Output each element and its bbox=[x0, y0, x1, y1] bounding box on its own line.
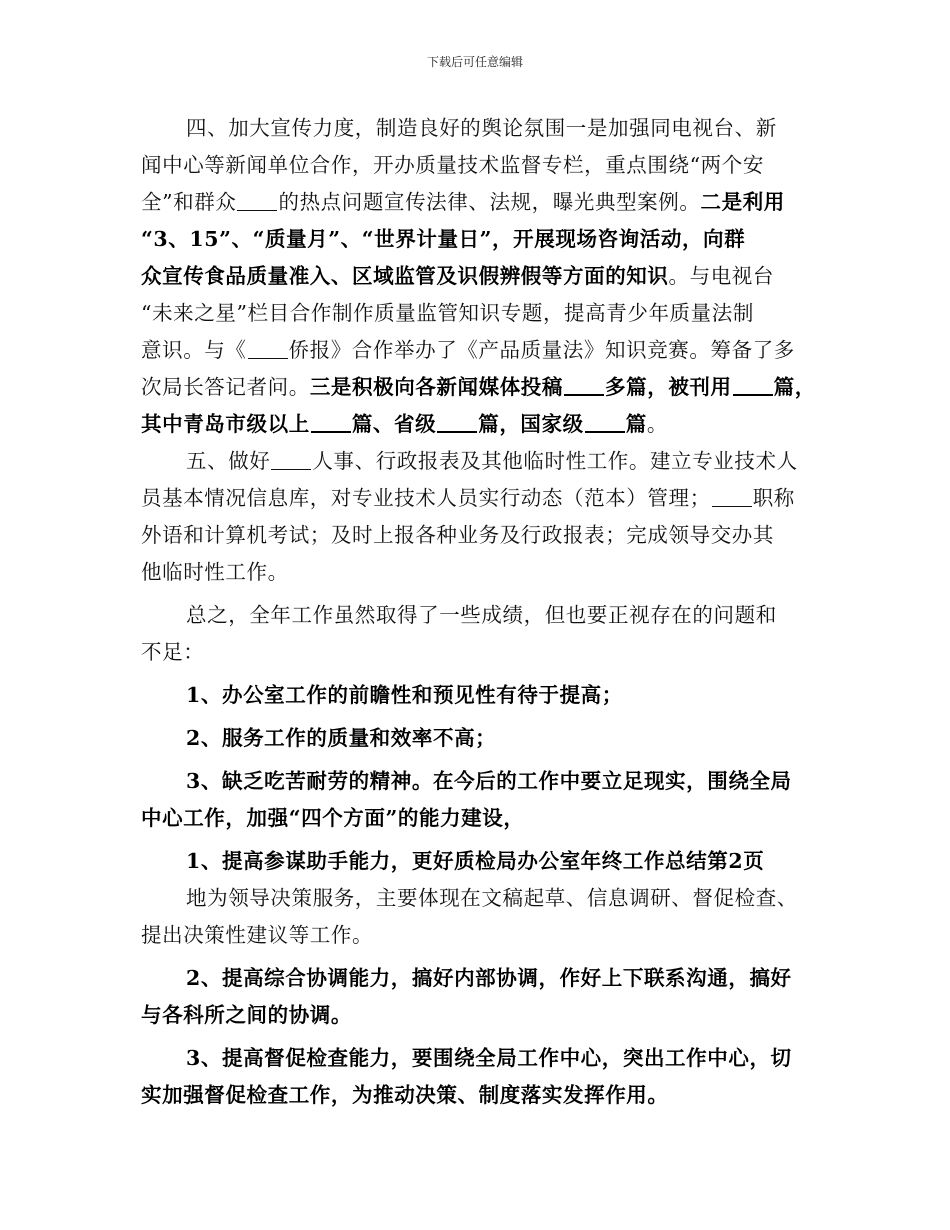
document-body bbox=[141, 110, 831, 1114]
fill-blank bbox=[248, 340, 288, 359]
ability-2a: 2、提高综合协调能力，搞好内部协调，作好上下联系沟通，搞好 bbox=[186, 966, 792, 990]
download-note: 下载后可任意编辑 bbox=[426, 55, 523, 69]
section5-line-3: 外语和计算机考试；及时上报各种业务及行政报表；完成领导交办其 bbox=[141, 523, 774, 547]
section4-line-3: 全”和群众 的热点问题宣传法律、法规，曝光典型案例。二是利用 bbox=[141, 190, 785, 214]
summary-point-1: 1、办公室工作的前瞻性和预见性有待于提高； bbox=[186, 683, 623, 707]
section4-line-8: 次局长答记者问。三是积极向各新闻媒体投稿 多篇，被刊用 篇， bbox=[141, 375, 816, 399]
fill-blank bbox=[271, 451, 311, 470]
summary-line-1: 总之，全年工作虽然取得了一些成绩，但也要正视存在的问题和 bbox=[186, 603, 777, 627]
ability-1: 1、提高参谋助手能力，更好质检局办公室年终工作总结第2页 bbox=[186, 849, 765, 873]
summary-point-3b: 中心工作，加强“四个方面”的能力建设， bbox=[141, 806, 525, 830]
section4-line-4: “3、15”、“质量月”、“世界计量日”，开展现场咨询活动，向群 bbox=[141, 227, 746, 251]
ability-1-cont-b: 提出决策性建议等工作。 bbox=[141, 923, 374, 947]
section4-line-5: 众宣传食品质量准入、区域监管及识假辨假等方面的知识。与电视台 bbox=[141, 264, 774, 288]
ability-2b: 与各科所之间的协调。 bbox=[141, 1003, 352, 1027]
fill-blank bbox=[712, 488, 752, 507]
summary-point-3a: 3、缺乏吃苦耐劳的精神。在今后的工作中要立足现实，围绕全局 bbox=[186, 769, 792, 793]
section4-line-7: 意识。与《 侨报》合作举办了《产品质量法》知识竞赛。筹备了多 bbox=[141, 338, 795, 362]
fill-blank bbox=[585, 413, 625, 433]
section4-line-2: 闻中心等新闻单位合作，开办质量技术监督专栏，重点围绕“两个安 bbox=[141, 153, 764, 177]
section4-line-1: 四、加大宣传力度，制造良好的舆论氛围一是加强同电视台、新 bbox=[186, 116, 777, 140]
ability-3b: 实加强督促检查工作，为推动决策、制度落实发挥作用。 bbox=[141, 1083, 669, 1107]
ability-3a: 3、提高督促检查能力，要围绕全局工作中心，突出工作中心，切 bbox=[186, 1046, 792, 1070]
section4-line-6: “未来之星”栏目合作制作质量监管知识专题，提高青少年质量法制 bbox=[141, 301, 754, 325]
fill-blank bbox=[437, 413, 477, 433]
section5-line-1: 五、做好 人事、行政报表及其他临时性工作。建立专业技术人 bbox=[186, 449, 798, 473]
summary-line-2: 不足： bbox=[141, 640, 205, 664]
fill-blank bbox=[311, 413, 351, 433]
section5-line-2: 员基本情况信息库，对专业技术人员实行动态（范本）管理； 职称 bbox=[141, 486, 795, 510]
fill-blank bbox=[564, 376, 604, 396]
ability-1-cont-a: 地为领导决策服务，主要体现在文稿起草、信息调研、督促检查、 bbox=[186, 886, 798, 910]
fill-blank bbox=[733, 376, 773, 396]
section5-line-4: 他临时性工作。 bbox=[141, 560, 289, 584]
summary-point-2: 2、服务工作的质量和效率不高； bbox=[186, 726, 497, 750]
fill-blank bbox=[237, 192, 277, 211]
section4-line-9: 其中青岛市级以上 篇、省级 篇，国家级 篇。 bbox=[141, 412, 668, 436]
